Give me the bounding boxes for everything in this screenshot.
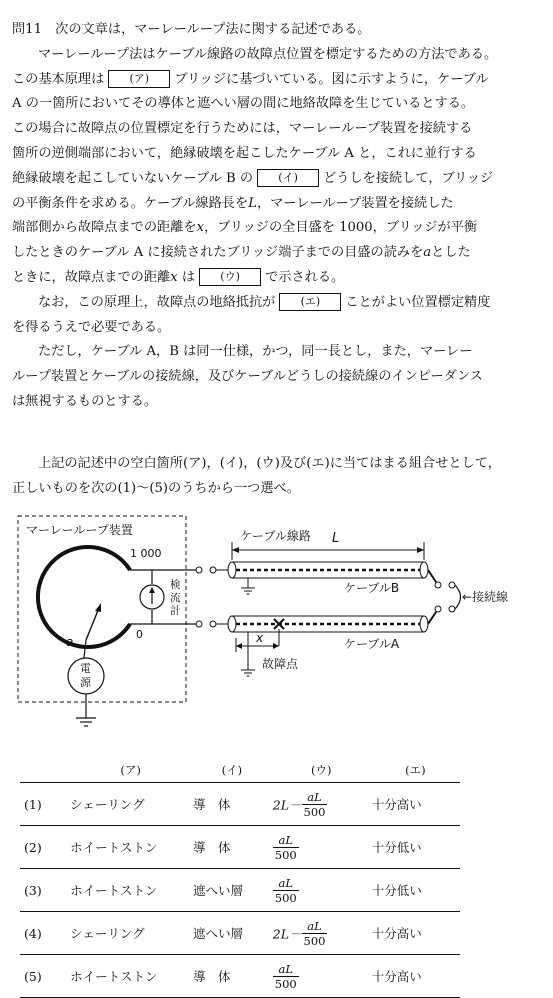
text-line: ，ブリッジの全目盛を 1000，ブリッジが平衡 [204,220,478,236]
terminal [449,582,455,588]
cable-line-label: ケーブル線路 [240,529,311,543]
blank-u: (ウ) [199,268,261,286]
cell-resistance: 十分高い [371,969,422,984]
option-number: (3) [24,882,42,898]
table-row[interactable] [20,955,460,998]
instruction-text [12,452,542,502]
option-number: (5) [24,968,42,984]
power-label: 電 [80,662,91,675]
cell-connection: 導 体 [192,969,231,984]
text-line: 絶縁破壊を起こしていないケーブル B の [12,170,254,186]
text-line: なお，この原理上，故障点の地絡抵抗が [38,294,276,310]
terminal [449,606,455,612]
column-header: (ア) [120,763,141,777]
answer-table [20,758,460,998]
cell-connection: 遮へい層 [192,883,243,898]
cell-bridge: ホイートストン [70,969,158,984]
slider-arrow [86,608,99,640]
cell-bridge: ホイートストン [70,883,158,898]
power-label: 源 [80,676,91,689]
table-row[interactable] [20,869,460,912]
question-number: 問11 [12,22,42,37]
question-heading [12,18,542,43]
text-line: ループ装置とケーブルの接続線，及びケーブルどうしの接続線のインピーダンス [12,369,483,385]
text-line: 端部側から故障点までの距離を [12,220,197,236]
var-x: x [170,269,178,285]
var-L: L [248,195,257,211]
text-line: A の一箇所においてその導体と遮へい層の間に地絡故障を生じているとする。 [12,96,475,112]
column-header: (エ) [405,763,426,777]
cell-resistance: 十分高い [371,926,422,941]
cell-bridge: シェーリング [70,926,145,941]
cell-bridge: ホイートストン [70,840,158,855]
slider-label: a [66,635,74,649]
terminal [196,621,202,627]
question-text [12,18,542,415]
table-row[interactable] [20,826,460,869]
cell-resistance: 十分低い [371,883,422,898]
distance-label: x [256,631,264,645]
blank-a: (ア) [108,70,170,88]
text-line: の平衡条件を求める。ケーブル線路長を [12,195,249,211]
text-line: どうしを接続して，ブリッジ [323,170,494,186]
option-number: (2) [24,839,42,855]
text-line: ただし，ケーブル A，B は同一仕様，かつ，同一長とし，また，マーレー [38,344,473,360]
question-lead: 次の文章は，マーレーループ法に関する記述である。 [55,22,371,37]
text-line: したときのケーブル A に接続されたブリッジ端子までの目盛の読みを [12,245,424,261]
terminal [210,567,216,573]
text-line: この場合に故障点の位置標定を行うためには，マーレーループ装置を接続する [12,121,473,137]
cell-connection: 導 体 [192,840,231,855]
fault-label: 故障点 [262,657,299,671]
text-line: ときに，故障点までの距離 [12,269,171,285]
terminal [435,606,441,612]
connector-label: ←接続線 [462,590,509,604]
cell-resistance: 十分低い [371,840,422,855]
text-line: とした [431,245,471,261]
text-line: ブリッジに基づいている。図に示すように，ケーブル [174,71,489,87]
galvanometer-label: 検 [170,579,181,591]
blank-e: (エ) [279,293,341,311]
cell-formula: $\frac{aL}{500}$ [274,875,297,905]
cell-connection: 導 体 [192,797,231,812]
option-number: (4) [24,925,42,941]
galvanometer-label: 計 [170,605,181,617]
table-row[interactable] [20,783,460,826]
column-header: (イ) [221,763,243,777]
column-header [20,758,62,783]
table-header-row [20,758,460,783]
device-label: マーレーループ装置 [26,523,133,537]
text-line: ，マーレーループ装置を接続した [256,195,454,211]
terminal [210,621,216,627]
cell-formula: $\frac{aL}{500}$ [274,832,297,862]
text-line: ことがよい位置標定精度 [345,294,491,310]
text-line: を得るうえで必要である。 [12,319,171,335]
galvanometer-label: 流 [170,592,181,604]
cable-a-label: ケーブルA [344,637,400,651]
slide-wire [38,547,130,647]
text-line: 上記の記述中の空白箇所(ア)，(イ)，(ウ)及び(エ)に当てはまる組合せとして， [38,456,501,471]
text-line: は [181,269,196,285]
terminal [196,567,202,573]
text-line: この基本原理は [12,71,105,87]
blank-i: (イ) [257,169,319,187]
scale-top-label: 1 000 [130,547,162,560]
murray-loop-diagram [0,512,553,752]
scale-bottom-label: 0 [136,628,143,641]
text-line: 箇所の逆側端部において，絶縁破壊を起こしたケーブル A と，これに並行する [12,145,477,161]
text-line: 正しいものを次の(1)～(5)のうちから一つ選べ。 [12,480,300,496]
table-row[interactable] [20,912,460,955]
text-line: マーレーループ法はケーブル線路の故障点位置を標定するための方法である。 [38,46,498,62]
cable-length-label: L [332,531,340,546]
var-a: a [423,245,432,261]
cable-b-label: ケーブルB [344,581,400,595]
cell-resistance: 十分高い [371,797,422,812]
var-x: x [196,220,205,236]
cell-bridge: シェーリング [70,797,145,812]
text-line: は無視するものとする。 [12,393,158,409]
column-header: (ウ) [311,763,332,777]
option-number: (1) [24,796,42,812]
text-line: で示される。 [265,269,345,285]
cell-formula: $\frac{aL}{500}$ [274,961,297,991]
cell-formula: 2L－ $\frac{aL}{500}$ [272,918,326,948]
terminal [435,582,441,588]
connecting-wire [455,585,461,609]
cell-formula: 2L－ $\frac{aL}{500}$ [272,789,326,819]
cell-connection: 遮へい層 [192,926,243,941]
